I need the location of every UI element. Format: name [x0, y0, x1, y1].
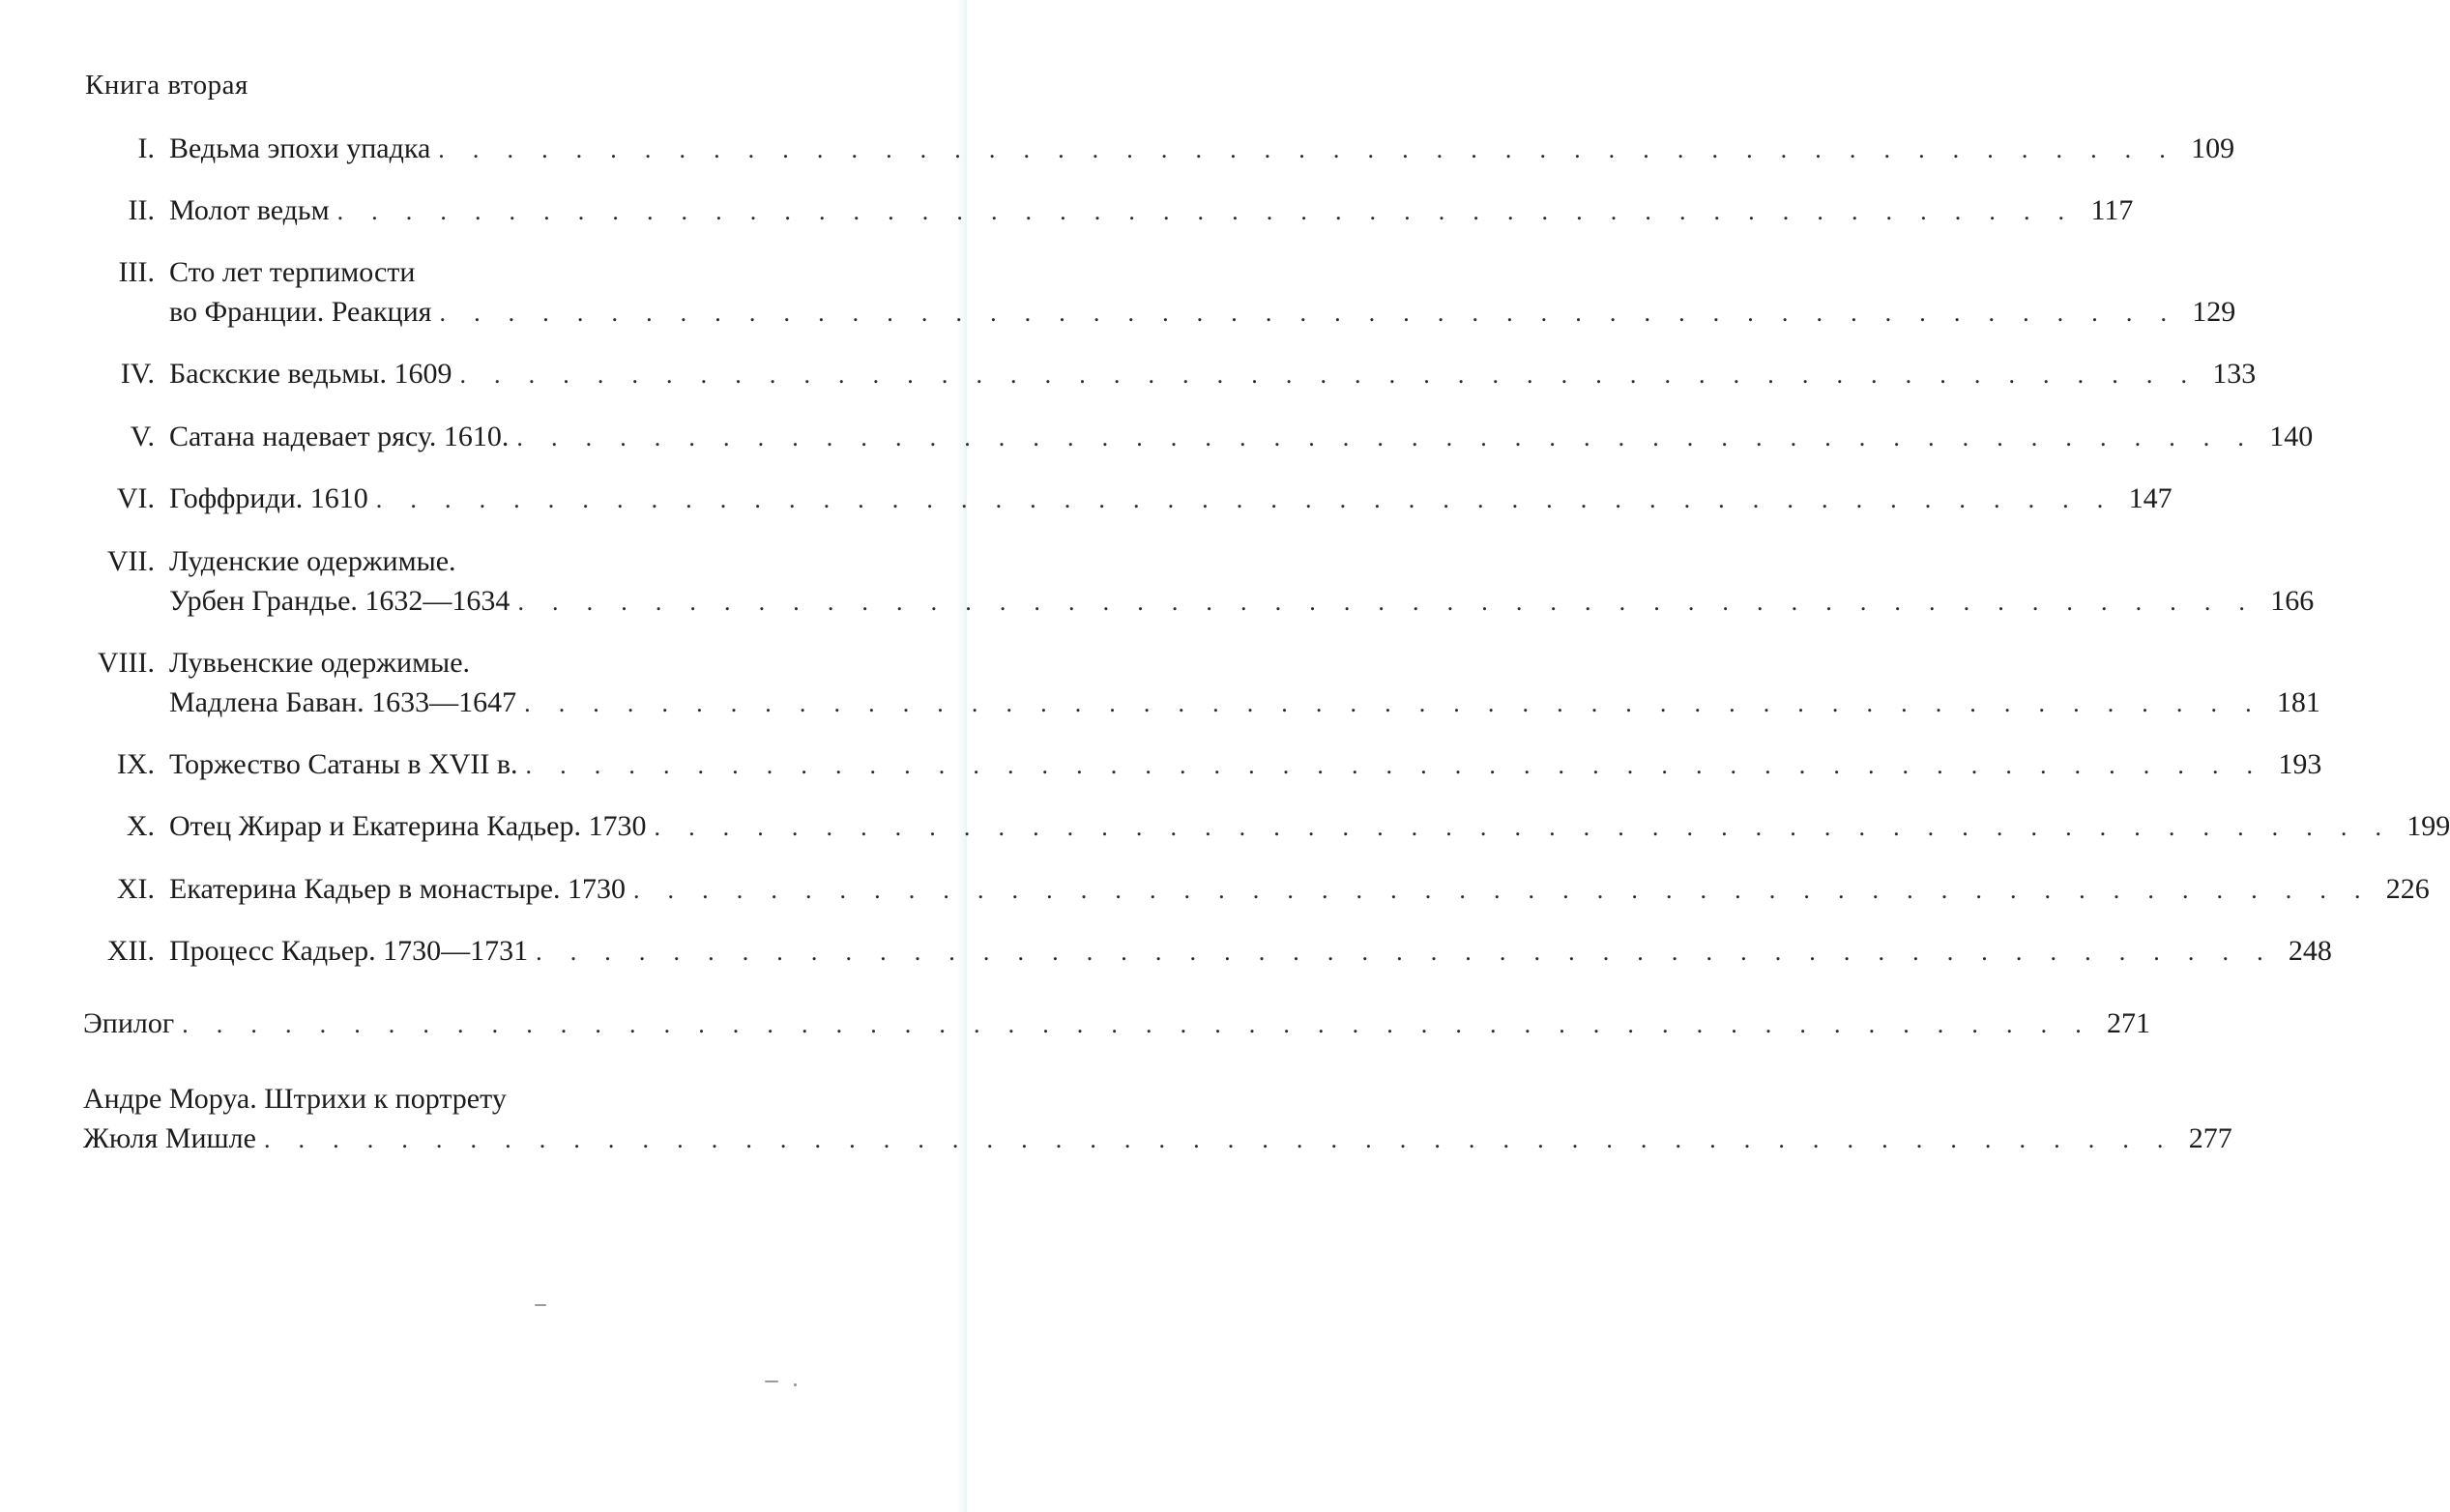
chapter-numeral: I. — [137, 132, 155, 164]
scan-speck — [765, 1381, 778, 1382]
toc-line — [169, 355, 2257, 393]
page-number: 181 — [2276, 686, 2320, 718]
dot-leader: . . . . . . . . . . . . . . . . . . . . . . . . . . . . . . . . . . . . . . . . . . . . . . . . . . . — [459, 361, 2199, 389]
epilogue-title: Эпилог — [83, 1007, 175, 1039]
page-number: 248 — [2288, 935, 2332, 967]
chapter-numeral: VII. — [106, 545, 155, 577]
dot-leader: . . . . . . . . . . . . . . . . . . . . . . . . . . . . . . . . . . . . . . . . . . . . . . . . . . . . . . . . — [182, 1010, 2093, 1038]
page-number: 129 — [2192, 296, 2236, 328]
chapter-title: Гоффриди. 1610 — [169, 482, 368, 514]
chapter-numeral: II. — [128, 194, 155, 226]
dot-leader: . . . . . . . . . . . . . . . . . . . . . . . . . . . . . . . . . . . . . . . . . . . . . . . . . . . — [632, 876, 2372, 904]
chapter-title: Торжество Сатаны в XVII в. — [169, 748, 518, 780]
chapter-title-continued: Мадлена Баван. 1633—1647 — [169, 686, 517, 718]
page-number: 226 — [2385, 873, 2430, 905]
chapter-numeral: VIII. — [97, 647, 155, 679]
toc-line — [169, 253, 894, 292]
dot-leader: . . . . . . . . . . . . . . . . . . . . . . . . . . . . . . . . . . . . . . . . . . . . . . . . . . . — [517, 588, 2257, 616]
chapter-title: Процесс Кадьер. 1730—1731 — [169, 935, 529, 967]
chapter-title: Екатерина Кадьер в монастыре. 1730 — [169, 873, 626, 905]
dot-leader: . . . . . . . . . . . . . . . . . . . . . . . . . . . . . . . . . . . . . . . . . . . . . . . . . . . — [654, 813, 2393, 841]
toc-line — [169, 293, 2236, 332]
appendix-title-continued: Жюля Мишле — [83, 1122, 256, 1154]
toc-line — [169, 480, 2173, 518]
page-number: 199 — [2406, 810, 2450, 842]
chapter-numeral: IX. — [116, 748, 155, 780]
chapter-title: Баскские ведьмы. 1609 — [169, 358, 452, 390]
page-number: 277 — [2188, 1122, 2232, 1154]
toc-line — [169, 683, 2320, 722]
dot-leader: . . . . . . . . . . . . . . . . . . . . . . . . . . . . . . . . . . . . . . . . . . . . . . . . . . . . . . . . — [263, 1125, 2174, 1153]
toc-line — [83, 1004, 2151, 1043]
page-number: 271 — [2107, 1007, 2151, 1039]
page-number: 117 — [2090, 194, 2134, 226]
page-number: 166 — [2270, 585, 2315, 617]
page-number: 193 — [2278, 748, 2322, 780]
scan-speck — [794, 1383, 797, 1386]
dot-leader: . . . . . . . . . . . . . . . . . . . . . . . . . . . . . . . . . . . . . . . . . . . . . . . . . . . — [438, 135, 2177, 163]
dot-leader: . . . . . . . . . . . . . . . . . . . . . . . . . . . . . . . . . . . . . . . . . . . . . . . . . . . — [439, 299, 2178, 327]
toc-line — [169, 130, 2235, 168]
chapter-title-continued: во Франции. Реакция — [169, 296, 432, 328]
page-number: 147 — [2128, 482, 2173, 514]
toc-line — [83, 1080, 894, 1119]
toc-line — [169, 745, 2322, 784]
dot-leader: . . . . . . . . . . . . . . . . . . . . . . . . . . . . . . . . . . . . . . . . . . . . . . . . . . . — [525, 751, 2264, 779]
toc-line — [169, 542, 894, 581]
dot-leader: . . . . . . . . . . . . . . . . . . . . . . . . . . . . . . . . . . . . . . . . . . . . . . . . . . . — [524, 689, 2262, 717]
chapter-title: Луденские одержимые. — [169, 545, 456, 577]
chapter-title: Лувьенские одержимые. — [169, 647, 471, 679]
page-number: 140 — [2269, 421, 2314, 452]
chapter-title: Ведьма эпохи упадка — [169, 132, 431, 164]
chapter-numeral: III. — [118, 256, 155, 288]
dot-leader: . . . . . . . . . . . . . . . . . . . . . . . . . . . . . . . . . . . . . . . . . . . . . . . . . . . — [536, 938, 2274, 966]
toc-line — [169, 582, 2315, 621]
toc-line — [169, 932, 2332, 971]
chapter-numeral: XI. — [116, 873, 155, 905]
chapter-title: Отец Жирар и Екатерина Кадьер. 1730 — [169, 810, 647, 842]
chapter-numeral: IV. — [120, 358, 155, 390]
appendix-title: Андре Моруа. Штрихи к портрету — [83, 1083, 507, 1115]
section-title: Книга вторая — [85, 70, 248, 101]
dot-leader: . . . . . . . . . . . . . . . . . . . . . . . . . . . . . . . . . . . . . . . . . . . . . . . . . . . — [375, 485, 2115, 513]
toc-line — [169, 644, 894, 683]
toc-line — [169, 191, 2134, 230]
chapter-numeral: V. — [130, 421, 155, 452]
scan-speck — [535, 1304, 546, 1306]
chapter-title-continued: Урбен Грандье. 1632—1634 — [169, 585, 510, 617]
chapter-numeral: VI. — [116, 482, 155, 514]
page-number: 133 — [2212, 358, 2257, 390]
toc-line — [169, 870, 2430, 909]
toc-line — [169, 418, 2314, 456]
chapter-numeral: XII. — [106, 935, 155, 967]
toc-line — [83, 1119, 2232, 1158]
chapter-title: Сто лет терпимости — [169, 256, 416, 288]
toc-line — [169, 807, 2450, 846]
chapter-title: Молот ведьм — [169, 194, 330, 226]
chapter-title: Сатана надевает рясу. 1610. — [169, 421, 510, 452]
chapter-numeral: X. — [126, 810, 155, 842]
dot-leader: . . . . . . . . . . . . . . . . . . . . . . . . . . . . . . . . . . . . . . . . . . . . . . . . . . . — [516, 423, 2256, 451]
dot-leader: . . . . . . . . . . . . . . . . . . . . . . . . . . . . . . . . . . . . . . . . . . . . . . . . . . . — [336, 197, 2076, 225]
page-number: 109 — [2191, 132, 2235, 164]
